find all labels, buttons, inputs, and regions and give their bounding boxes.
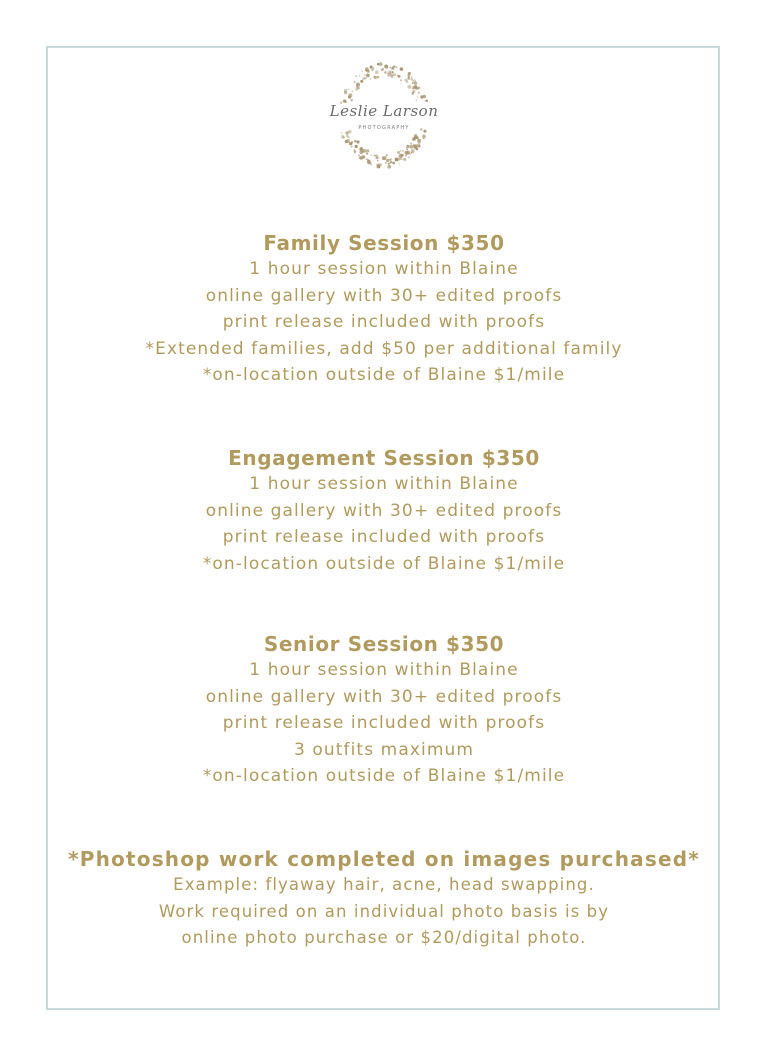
engagement-session-title: Engagement Session $350 bbox=[228, 446, 540, 470]
senior-session-line: *on-location outside of Blaine $1/mile bbox=[202, 766, 566, 787]
photoshop-note-section bbox=[46, 846, 722, 952]
family-session-section bbox=[46, 230, 722, 389]
family-session-line: *on-location outside of Blaine $1/mile bbox=[202, 365, 566, 386]
photoshop-note-line: online photo purchase or $20/digital photo. bbox=[181, 928, 587, 947]
brand-subtitle: PHOTOGRAPHY bbox=[358, 125, 410, 131]
senior-session-title: Senior Session $350 bbox=[263, 632, 505, 656]
senior-session-line: print release included with proofs bbox=[222, 713, 546, 734]
photoshop-note-line: Example: flyaway hair, acne, head swapping. bbox=[173, 875, 595, 894]
family-session-line: online gallery with 30+ edited proofs bbox=[205, 285, 563, 306]
family-session-line: 1 hour session within Blaine bbox=[249, 259, 519, 279]
senior-session-line: online gallery with 30+ edited proofs bbox=[205, 686, 563, 707]
senior-session-section bbox=[46, 631, 722, 790]
photoshop-note-line: Work required on an individual photo basis is by bbox=[158, 901, 610, 921]
brand-logo bbox=[304, 54, 464, 184]
senior-session-line: 1 hour session within Blaine bbox=[249, 660, 519, 680]
engagement-session-line: online gallery with 30+ edited proofs bbox=[205, 500, 563, 521]
senior-session-line: 3 outfits maximum bbox=[293, 739, 475, 760]
family-session-line: print release included with proofs bbox=[222, 312, 546, 333]
engagement-session-line: *on-location outside of Blaine $1/mile bbox=[202, 553, 566, 574]
photoshop-note-title: *Photoshop work completed on images purchased* bbox=[68, 847, 700, 871]
engagement-session-section bbox=[46, 445, 722, 577]
engagement-session-line: 1 hour session within Blaine bbox=[249, 474, 519, 494]
engagement-session-line: print release included with proofs bbox=[222, 527, 546, 548]
family-session-title: Family Session $350 bbox=[263, 231, 505, 255]
brand-name: Leslie Larson bbox=[329, 102, 439, 120]
family-session-line: *Extended families, add $50 per additional family bbox=[145, 338, 623, 359]
